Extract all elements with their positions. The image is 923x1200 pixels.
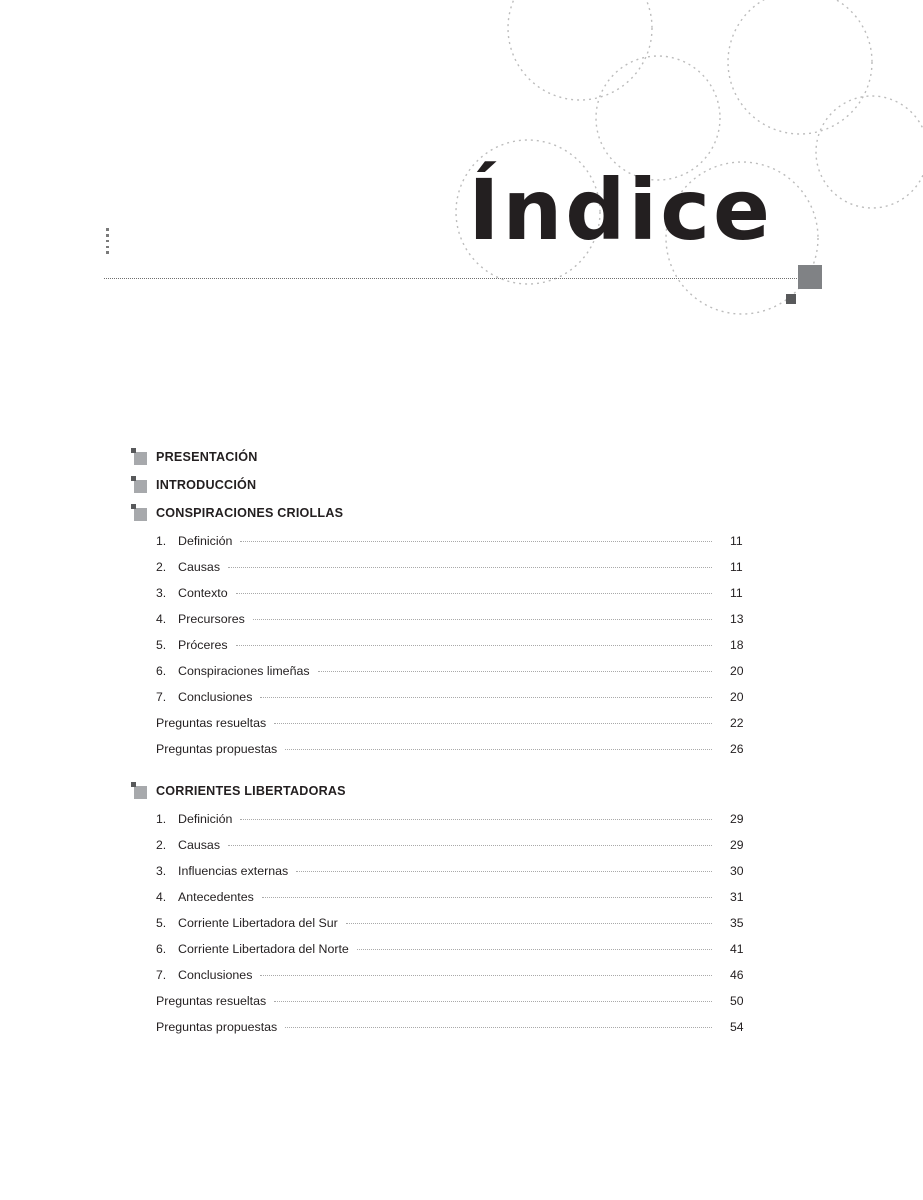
table-of-contents bbox=[132, 450, 772, 1046]
toc-leader-dots bbox=[228, 845, 712, 846]
toc-entry-page: 13 bbox=[730, 612, 744, 626]
toc-entry-page: 26 bbox=[730, 742, 744, 756]
toc-entry-page: 29 bbox=[730, 812, 744, 826]
toc-section-heading[interactable] bbox=[132, 784, 772, 798]
toc-leader-dots bbox=[274, 723, 712, 724]
toc-entry-page: 41 bbox=[730, 942, 744, 956]
toc-leader-dots bbox=[236, 645, 712, 646]
toc-entry-label: Precursores bbox=[178, 612, 245, 626]
bullet-dot-icon bbox=[131, 476, 136, 481]
toc-leader-dots bbox=[346, 923, 712, 924]
toc-entry-number: 5. bbox=[156, 916, 167, 930]
toc-entry[interactable] bbox=[132, 812, 772, 826]
toc-entry-page: 11 bbox=[730, 586, 743, 600]
page-header bbox=[0, 0, 923, 310]
toc-leader-dots bbox=[228, 567, 712, 568]
toc-leader-dots bbox=[285, 1027, 712, 1028]
toc-entry-number: 7. bbox=[156, 968, 167, 982]
toc-leader-dots bbox=[296, 871, 712, 872]
toc-entry[interactable] bbox=[132, 664, 772, 678]
bullet-square-icon bbox=[134, 452, 147, 465]
bullet-dot-icon bbox=[131, 448, 136, 453]
toc-entry-number: 1. bbox=[156, 534, 167, 548]
toc-entry[interactable] bbox=[132, 968, 772, 982]
toc-entry-label: Preguntas propuestas bbox=[156, 1020, 278, 1034]
toc-leader-dots bbox=[357, 949, 712, 950]
toc-leader-dots bbox=[274, 1001, 712, 1002]
toc-leader-dots bbox=[236, 593, 712, 594]
header-dotted-rule bbox=[104, 278, 805, 279]
bullet-dot-icon bbox=[131, 504, 136, 509]
toc-entry[interactable] bbox=[132, 864, 772, 878]
toc-entry-number: 6. bbox=[156, 942, 167, 956]
decorative-circles bbox=[0, 0, 923, 330]
toc-entry-label: Preguntas propuestas bbox=[156, 742, 278, 756]
toc-entry-number: 4. bbox=[156, 612, 167, 626]
toc-section-label: INTRODUCCIÓN bbox=[156, 478, 257, 492]
toc-entry-page: 29 bbox=[730, 838, 744, 852]
toc-section-heading[interactable] bbox=[132, 478, 772, 492]
toc-entry-page: 18 bbox=[730, 638, 744, 652]
toc-entry[interactable] bbox=[132, 586, 772, 600]
toc-entry-number: 4. bbox=[156, 890, 167, 904]
toc-entry[interactable] bbox=[132, 916, 772, 930]
toc-leader-dots bbox=[285, 749, 712, 750]
bullet-square-icon bbox=[134, 508, 147, 521]
bullet-square-icon bbox=[134, 786, 147, 799]
bullet-square-icon bbox=[134, 480, 147, 493]
toc-entry[interactable] bbox=[132, 612, 772, 626]
toc-entry[interactable] bbox=[132, 742, 772, 756]
toc-entry-number: 2. bbox=[156, 560, 167, 574]
toc-entry-page: 22 bbox=[730, 716, 744, 730]
toc-entry-page: 35 bbox=[730, 916, 744, 930]
toc-entry-page: 11 bbox=[730, 560, 743, 574]
toc-leader-dots bbox=[262, 897, 712, 898]
toc-entry-label: Corriente Libertadora del Norte bbox=[178, 942, 349, 956]
toc-entry[interactable] bbox=[132, 838, 772, 852]
toc-entry-label: Corriente Libertadora del Sur bbox=[178, 916, 338, 930]
toc-leader-dots bbox=[240, 541, 712, 542]
toc-entry-page: 31 bbox=[730, 890, 744, 904]
toc-entry-label: Contexto bbox=[178, 586, 228, 600]
toc-entry-label: Preguntas resueltas bbox=[156, 716, 267, 730]
toc-leader-dots bbox=[318, 671, 712, 672]
toc-entry[interactable] bbox=[132, 1020, 772, 1034]
toc-section-label: CORRIENTES LIBERTADORAS bbox=[156, 784, 346, 798]
toc-entry-number: 3. bbox=[156, 586, 167, 600]
toc-entry[interactable] bbox=[132, 534, 772, 548]
toc-entry-number: 5. bbox=[156, 638, 167, 652]
decorative-dot-column bbox=[106, 228, 115, 250]
toc-entry[interactable] bbox=[132, 690, 772, 704]
toc-section-label: CONSPIRACIONES CRIOLLAS bbox=[156, 506, 344, 520]
bullet-dot-icon bbox=[131, 782, 136, 787]
toc-entry[interactable] bbox=[132, 716, 772, 730]
toc-entry-label: Antecedentes bbox=[178, 890, 254, 904]
toc-entry-number: 1. bbox=[156, 812, 167, 826]
toc-entry-number: 2. bbox=[156, 838, 167, 852]
toc-entry-page: 20 bbox=[730, 690, 744, 704]
toc-entry[interactable] bbox=[132, 994, 772, 1008]
toc-leader-dots bbox=[260, 975, 712, 976]
toc-entry-label: Conclusiones bbox=[178, 968, 253, 982]
page-title: Índice bbox=[468, 161, 773, 259]
toc-entry-page: 46 bbox=[730, 968, 744, 982]
toc-leader-dots bbox=[253, 619, 712, 620]
toc-entry-page: 50 bbox=[730, 994, 744, 1008]
toc-entry-number: 7. bbox=[156, 690, 167, 704]
toc-section-heading[interactable] bbox=[132, 450, 772, 464]
toc-entry-label: Conspiraciones limeñas bbox=[178, 664, 310, 678]
toc-entry-label: Definición bbox=[178, 812, 233, 826]
toc-entry-label: Causas bbox=[178, 838, 221, 852]
toc-entry-page: 30 bbox=[730, 864, 744, 878]
toc-entry-label: Próceres bbox=[178, 638, 228, 652]
toc-entry-page: 20 bbox=[730, 664, 744, 678]
decorative-square-large bbox=[798, 265, 822, 289]
toc-entry-page: 54 bbox=[730, 1020, 744, 1034]
toc-entry-label: Conclusiones bbox=[178, 690, 253, 704]
decorative-square-small bbox=[786, 294, 796, 304]
toc-entry[interactable] bbox=[132, 890, 772, 904]
toc-section-label: PRESENTACIÓN bbox=[156, 450, 258, 464]
toc-entry-label: Influencias externas bbox=[178, 864, 289, 878]
toc-leader-dots bbox=[260, 697, 712, 698]
toc-entry-number: 6. bbox=[156, 664, 167, 678]
toc-entry-page: 11 bbox=[730, 534, 743, 548]
toc-leader-dots bbox=[240, 819, 712, 820]
toc-entry-label: Preguntas resueltas bbox=[156, 994, 267, 1008]
toc-section-heading[interactable] bbox=[132, 506, 772, 520]
toc-entry[interactable] bbox=[132, 560, 772, 574]
toc-entry-label: Definición bbox=[178, 534, 233, 548]
toc-entry-label: Causas bbox=[178, 560, 221, 574]
toc-entry[interactable] bbox=[132, 942, 772, 956]
toc-entry-number: 3. bbox=[156, 864, 167, 878]
toc-entry[interactable] bbox=[132, 638, 772, 652]
